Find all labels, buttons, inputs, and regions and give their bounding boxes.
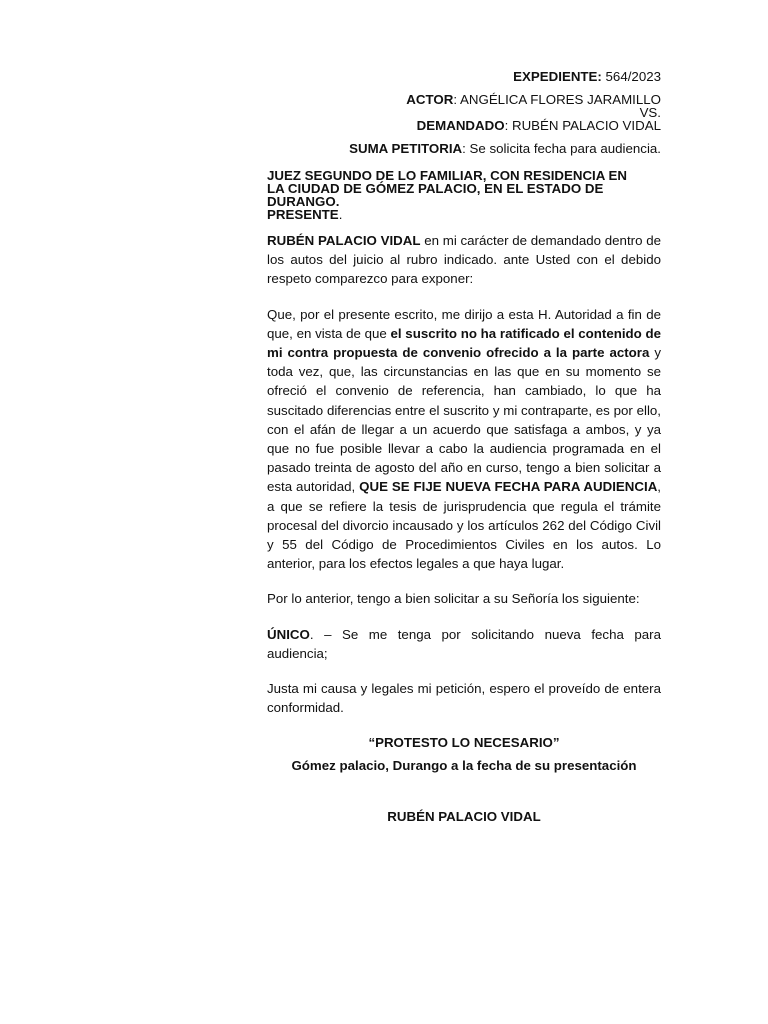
presente-label: PRESENTE — [267, 207, 339, 222]
demandado-line — [267, 119, 661, 132]
unico-label: ÚNICO — [267, 626, 310, 642]
presente-dot: . — [338, 207, 343, 222]
place-date-line: Gómez palacio, Durango a la fecha de su presentación — [291, 758, 637, 774]
suma-petitoria-label: SUMA PETITORIA — [349, 141, 463, 156]
actor-label: ACTOR — [406, 92, 454, 107]
intro-name: RUBÉN PALACIO VIDAL — [267, 233, 421, 248]
unico-text: . – Se me tenga por solicitando nueva fecha para audiencia; — [267, 626, 661, 661]
body-bold-2: QUE SE FIJE NUEVA FECHA PARA AUDIENCIA — [359, 479, 658, 495]
body-bold-1: el suscrito no ha ratificado el contenido de mi contra propuesta de convenio ofrecido a la parte actora — [267, 325, 661, 361]
signature-name: RUBÉN PALACIO VIDAL — [387, 809, 541, 825]
addressee-line-1: JUEZ SEGUNDO DE LO FAMILIAR, CON RESIDENCIA EN — [267, 168, 628, 183]
presente-line — [267, 208, 661, 221]
addressee-line-3: DURANGO. — [267, 194, 340, 209]
request-intro: Por lo anterior, tengo a bien solicitar a su Señoría los siguiente: — [267, 591, 640, 607]
expediente-label: EXPEDIENTE: — [513, 69, 602, 84]
suma-petitoria-line — [267, 142, 661, 155]
addressee-line-2: LA CIUDAD DE GÓMEZ PALACIO, EN EL ESTADO DE — [267, 181, 604, 196]
demandado-label: DEMANDADO — [416, 118, 505, 133]
demandado-value: : RUBÉN PALACIO VIDAL — [504, 118, 661, 133]
document-page — [267, 70, 661, 824]
vs-line: VS. — [639, 105, 661, 120]
intro-paragraph — [267, 231, 661, 289]
intro-text: en mi carácter de demandado dentro de los autos del juicio al rubro indicado. ante Usted con el debido respeto comparezco para exponer: — [267, 233, 661, 287]
addressee-block — [267, 169, 661, 221]
actor-line — [267, 93, 661, 106]
actor-value: : ANGÉLICA FLORES JARAMILLO — [453, 92, 661, 107]
case-header — [267, 70, 661, 155]
protesto-block — [267, 731, 661, 777]
protesto-line: “PROTESTO LO NECESARIO” — [368, 735, 560, 751]
closing-paragraph: Justa mi causa y legales mi petición, espero el proveído de entera conformidad. — [267, 681, 661, 716]
expediente-line — [267, 70, 661, 83]
suma-petitoria-value: : Se solicita fecha para audiencia. — [462, 141, 661, 156]
body-text-1: Que, por el presente escrito, me dirijo a esta H. Autoridad a fin de que, en vista de que — [267, 306, 661, 341]
body-text-3: , a que se refiere la tesis de jurisprudencia que regula el trámite procesal del divorcio incausado y los artículos 262 del Código Civil y 55 del Código de Procedimientos Civiles en los autos. Lo anterior, para los efectos legales a que haya lugar. — [267, 479, 661, 572]
body-paragraph — [267, 305, 661, 574]
unico-paragraph — [267, 625, 661, 663]
expediente-value: 564/2023 — [601, 69, 661, 84]
body-text-2: y toda vez, que, las circunstancias en las que en su momento se ofreció el convenio de referencia, han cambiado, lo que ha suscitado diferencias entre el suscrito y mi contraparte, es por ello, con el afán de llegar a un acuerdo que satisfaga a ambos, y ya que no fue posible llevar a cabo la audiencia programada en el pasado treinta de agosto del año en curso, tengo a bien solicitar a esta autoridad, — [267, 345, 662, 495]
